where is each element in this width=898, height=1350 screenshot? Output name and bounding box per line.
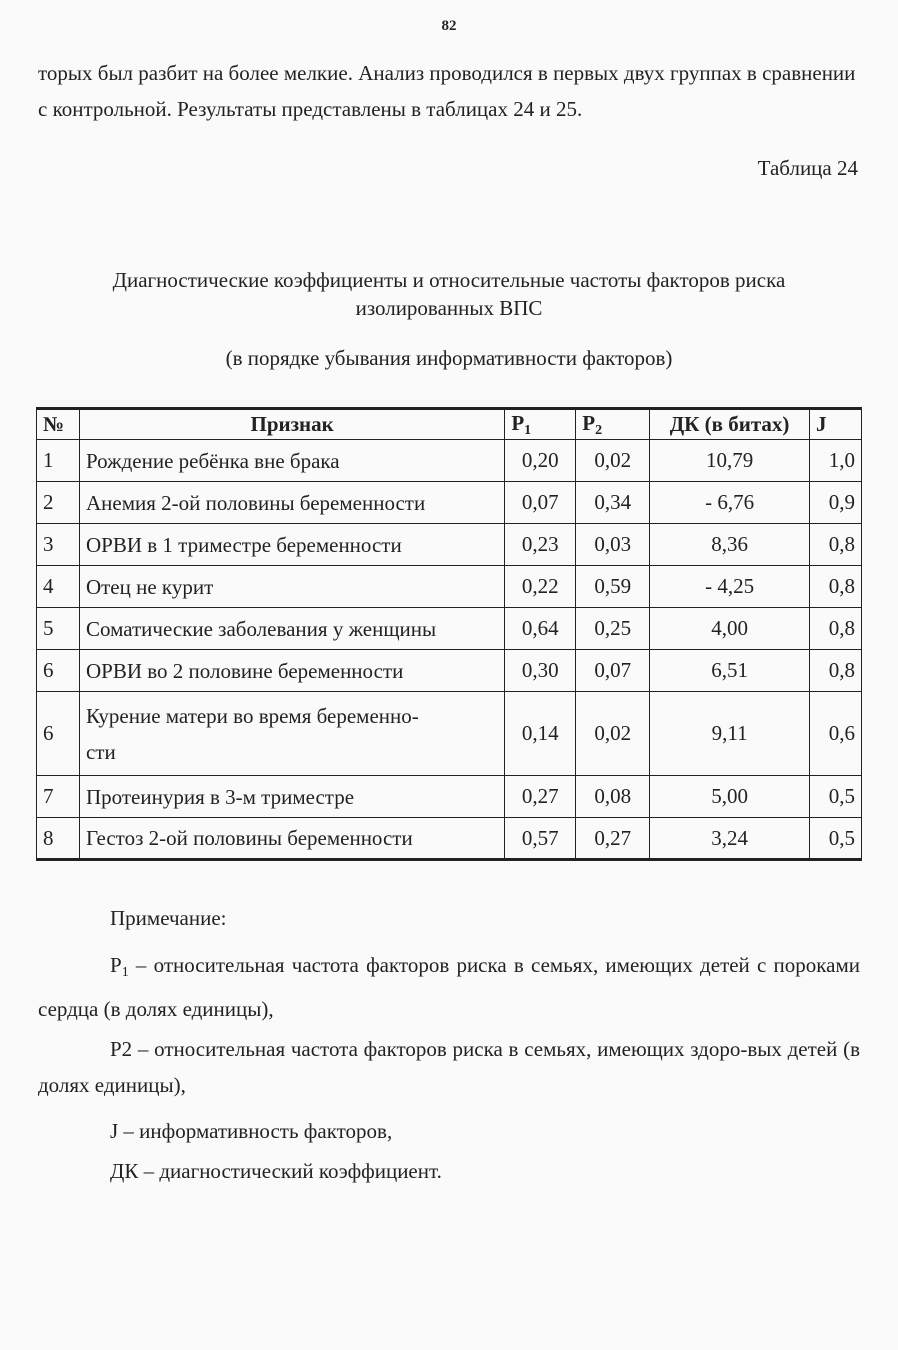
cell-p2: 0,07 xyxy=(576,650,650,692)
cell-num: 8 xyxy=(37,818,80,860)
cell-j: 0,9 xyxy=(809,482,861,524)
cell-dk: 3,24 xyxy=(650,818,810,860)
header-p1-letter: P xyxy=(511,410,525,435)
cell-num: 1 xyxy=(37,440,80,482)
cell-p2: 0,25 xyxy=(576,608,650,650)
note-dk: ДК – диагностический коэффициент. xyxy=(110,1159,442,1183)
table-row xyxy=(37,566,862,608)
cell-name: Протеинурия в 3-м триместре xyxy=(79,776,504,818)
cell-p1: 0,30 xyxy=(505,650,576,692)
table-row xyxy=(37,608,862,650)
cell-num: 4 xyxy=(37,566,80,608)
note-j: J – информативность факторов, xyxy=(110,1119,393,1143)
header-p1-sub: 1 xyxy=(524,422,532,438)
cell-p2: 0,03 xyxy=(576,524,650,566)
cell-p2: 0,08 xyxy=(576,776,650,818)
cell-j: 0,8 xyxy=(809,650,861,692)
cell-j: 0,5 xyxy=(809,818,861,860)
cell-p2: 0,59 xyxy=(576,566,650,608)
cell-name xyxy=(79,692,504,776)
header-p2-sub: 2 xyxy=(595,422,603,438)
header-dk: ДК (в битах) xyxy=(650,409,810,440)
page-number: 82 xyxy=(441,18,457,34)
cell-dk: 9,11 xyxy=(650,692,810,776)
header-p2 xyxy=(576,409,650,440)
cell-p2: 0,27 xyxy=(576,818,650,860)
cell-num: 7 xyxy=(37,776,80,818)
table-header-row xyxy=(37,409,862,440)
cell-num: 6 xyxy=(37,650,80,692)
risk-factor-table xyxy=(36,407,862,861)
cell-num: 5 xyxy=(37,608,80,650)
cell-num: 3 xyxy=(37,524,80,566)
intro-paragraph: торых был разбит на более мелкие. Анализ проводился в первых двух группах в сравнении с контрольной. Результаты представлены в таблицах 24 и 25. xyxy=(38,61,856,121)
cell-dk: 8,36 xyxy=(650,524,810,566)
cell-p2: 0,02 xyxy=(576,692,650,776)
cell-name: ОРВИ во 2 половине беременности xyxy=(79,650,504,692)
cell-p1: 0,20 xyxy=(505,440,576,482)
table-label: Таблица 24 xyxy=(757,156,858,180)
cell-p2: 0,02 xyxy=(576,440,650,482)
note-p1-text: – относительная частота факторов риска в семьях, имеющих детей с пороками сердца (в долях единицы), xyxy=(38,953,860,1021)
cell-j: 1,0 xyxy=(809,440,861,482)
header-j: J xyxy=(809,409,861,440)
cell-j: 0,8 xyxy=(809,608,861,650)
note-p1 xyxy=(38,947,860,1027)
table-row xyxy=(37,440,862,482)
cell-dk: 6,51 xyxy=(650,650,810,692)
note-title: Примечание: xyxy=(110,906,227,930)
note-p2: Р2 – относительная частота факторов риска в семьях, имеющих здоро-вых детей (в долях единицы), xyxy=(38,1037,860,1097)
cell-name: Гестоз 2-ой половины беременности xyxy=(79,818,504,860)
note-p1-sub: 1 xyxy=(121,965,129,980)
cell-p1: 0,22 xyxy=(505,566,576,608)
header-p2-letter: P xyxy=(582,410,596,435)
cell-p1: 0,23 xyxy=(505,524,576,566)
cell-name: Анемия 2-ой половины беременности xyxy=(79,482,504,524)
cell-p1: 0,57 xyxy=(505,818,576,860)
cell-p1: 0,27 xyxy=(505,776,576,818)
cell-dk: - 4,25 xyxy=(650,566,810,608)
cell-name-line-1: Курение матери во время беременно- xyxy=(85,703,419,728)
caption-line-1: Диагностические коэффициенты и относительные частоты факторов риска xyxy=(112,268,786,292)
header-num: № xyxy=(37,409,80,440)
cell-dk: 10,79 xyxy=(650,440,810,482)
cell-num: 6 xyxy=(37,692,80,776)
cell-name: Рождение ребёнка вне брака xyxy=(79,440,504,482)
table-row xyxy=(37,818,862,860)
cell-name: ОРВИ в 1 триместре беременности xyxy=(79,524,504,566)
cell-name: Соматические заболевания у женщины xyxy=(79,608,504,650)
header-p1 xyxy=(505,409,576,440)
table-caption xyxy=(38,266,860,322)
header-name: Признак xyxy=(79,409,504,440)
cell-j: 0,6 xyxy=(809,692,861,776)
cell-j: 0,8 xyxy=(809,566,861,608)
cell-name: Отец не курит xyxy=(79,566,504,608)
cell-dk: - 6,76 xyxy=(650,482,810,524)
cell-p2: 0,34 xyxy=(576,482,650,524)
cell-j: 0,8 xyxy=(809,524,861,566)
cell-num: 2 xyxy=(37,482,80,524)
table-row xyxy=(37,650,862,692)
cell-p1: 0,07 xyxy=(505,482,576,524)
note-p1-letter: P xyxy=(110,953,122,977)
table-row xyxy=(37,692,862,776)
cell-name-line-2: сти xyxy=(85,739,116,764)
cell-dk: 4,00 xyxy=(650,608,810,650)
table-row xyxy=(37,776,862,818)
cell-p1: 0,14 xyxy=(505,692,576,776)
table-row xyxy=(37,482,862,524)
table-row xyxy=(37,524,862,566)
cell-j: 0,5 xyxy=(809,776,861,818)
caption-line-2: изолированных ВПС xyxy=(355,296,543,320)
cell-dk: 5,00 xyxy=(650,776,810,818)
cell-p1: 0,64 xyxy=(505,608,576,650)
table-subcaption: (в порядке убывания информативности факторов) xyxy=(225,346,673,370)
